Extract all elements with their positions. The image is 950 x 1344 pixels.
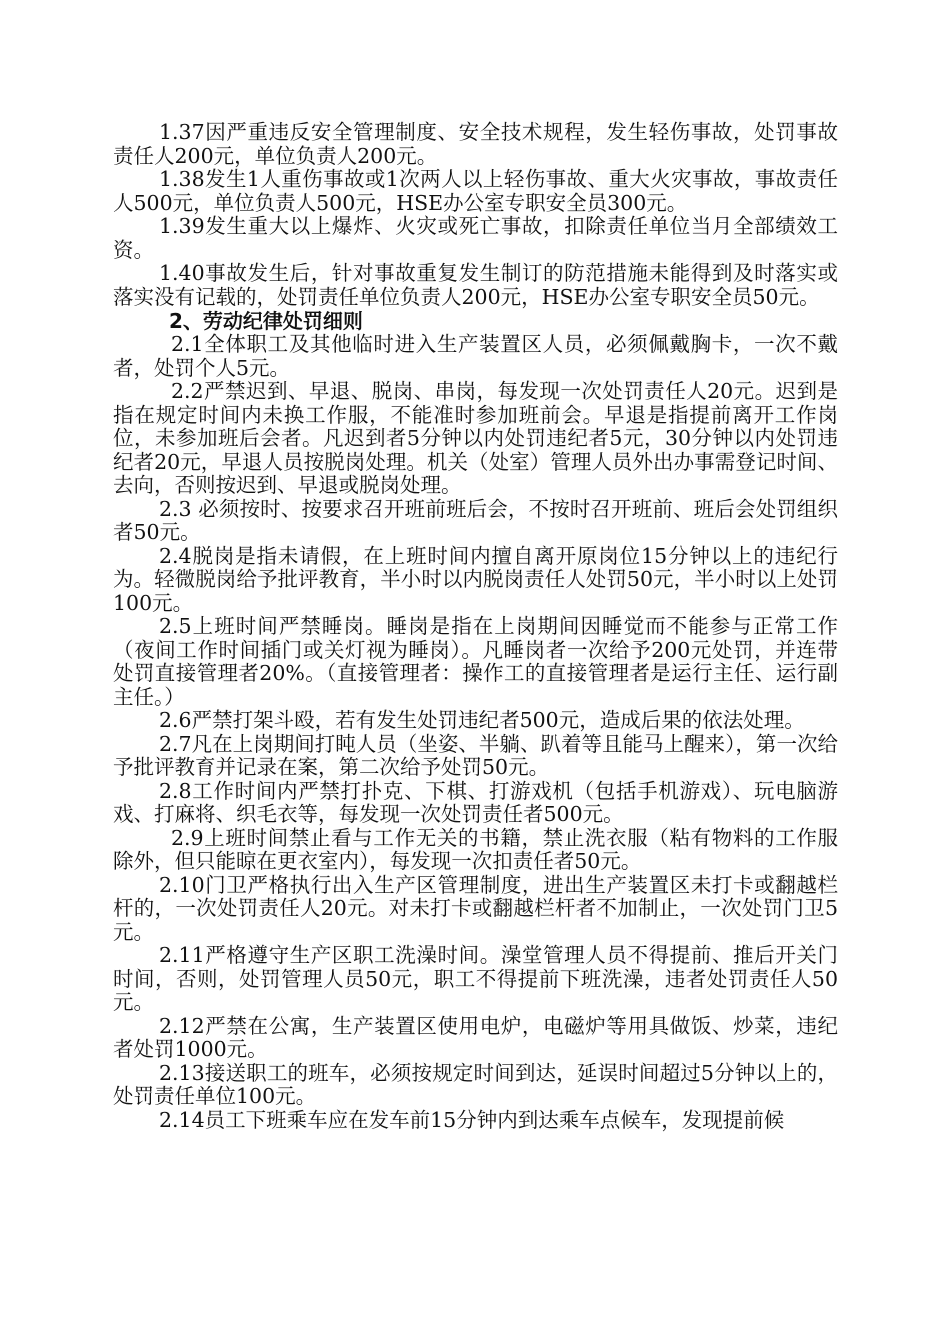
clause-2-6: 2.6严禁打架斗殴，若有发生处罚违纪者500元，造成后果的依法处理。: [159, 708, 805, 732]
clause-2-4: 2.4脱岗是指未请假，在上班时间内擅自离开原岗位15分钟以上的违纪行为。轻微脱岗给予批评教育，半小时以内脱岗责任人处罚50元，半小时以上处罚100元。: [113, 543, 838, 615]
clause-2-11: 2.11严格遵守生产区职工洗澡时间。澡堂管理人员不得提前、推后开关门时间，否则，处罚管理人员50元，职工不得提前下班洗澡，违者处罚责任人50元。: [113, 943, 838, 1014]
clause-2-8: 2.8工作时间内严禁打扑克、下棋、打游戏机（包括手机游戏）、玩电脑游戏、打麻将、织毛衣等，每发现一次处罚责任者500元。: [113, 778, 838, 826]
clause-2-12: 2.12严禁在公寓，生产装置区使用电炉，电磁炉等用具做饭、炒菜，违纪者处罚1000元。: [113, 1013, 838, 1061]
clause-2-2: 2.2严禁迟到、早退、脱岗、串岗，每发现一次处罚责任人20元。迟到是指在规定时间内未换工作服，不能准时参加班前会。早退是指提前离开工作岗位，未参加班后会者。凡迟到者5分钟以内处罚违纪者5元，30分钟以内处罚违纪者20元，早退人员按脱岗处理。机关（处室）管理人员外出办事需登记时间、去向，否则按迟到、早退或脱岗处理。: [113, 379, 838, 497]
clause-2-10: 2.10门卫严格执行出入生产区管理制度，进出生产装置区未打卡或翻越栏杆的，一次处罚责任人20元。对未打卡或翻越栏杆者不加制止，一次处罚门卫5元。: [113, 872, 838, 944]
clause-2-1: 2.1全体职工及其他临时进入生产装置区人员，必须佩戴胸卡，一次不戴者，处罚个人5元。: [113, 332, 838, 380]
clause-2-13: 2.13接送职工的班车，必须按规定时间到达，延误时间超过5分钟以上的，处罚责任单位100元。: [113, 1060, 838, 1108]
clause-2-14: 2.14员工下班乘车应在发车前15分钟内到达乘车点候车，发现提前候: [159, 1107, 785, 1132]
clause-1-38: 1.38发生1人重伤事故或1次两人以上轻伤事故、重大火灾事故，事故责任人500元，单位负责人500元，HSE办公室专职安全员300元。: [113, 167, 838, 215]
clause-2-9: 2.9上班时间禁止看与工作无关的书籍，禁止洗衣服（粘有物料的工作服除外，但只能晾在更衣室内），每发现一次扣责任者50元。: [113, 825, 838, 873]
clause-1-40: 1.40事故发生后，针对事故重复发生制订的防范措施未能得到及时落实或落实没有记载的，处罚责任单位负责人200元，HSE办公室专职安全员50元。: [113, 261, 838, 309]
clause-2-5: 2.5上班时间严禁睡岗。睡岗是指在上岗期间因睡觉而不能参与正常工作（夜间工作时间插门或关灯视为睡岗）。凡睡岗者一次给予200元处罚，并连带处罚直接管理者20%。（直接管理者：操作工的直接管理者是运行主任、运行副主任。）: [113, 614, 838, 709]
section-2-heading: 2、劳动纪律处罚细则: [169, 309, 363, 333]
clause-1-37: 1.37因严重违反安全管理制度、安全技术规程，发生轻伤事故，处罚事故责任人200元，单位负责人200元。: [113, 120, 838, 168]
document-body: [113, 121, 838, 1132]
clause-1-39: 1.39发生重大以上爆炸、火灾或死亡事故，扣除责任单位当月全部绩效工资。: [113, 214, 838, 262]
clause-2-7: 2.7凡在上岗期间打盹人员（坐姿、半躺、趴着等且能马上醒来），第一次给予批评教育并记录在案，第二次给予处罚50元。: [113, 731, 838, 779]
clause-2-3: 2.3 必须按时、按要求召开班前班后会，不按时召开班前、班后会处罚组织者50元。: [113, 496, 838, 544]
